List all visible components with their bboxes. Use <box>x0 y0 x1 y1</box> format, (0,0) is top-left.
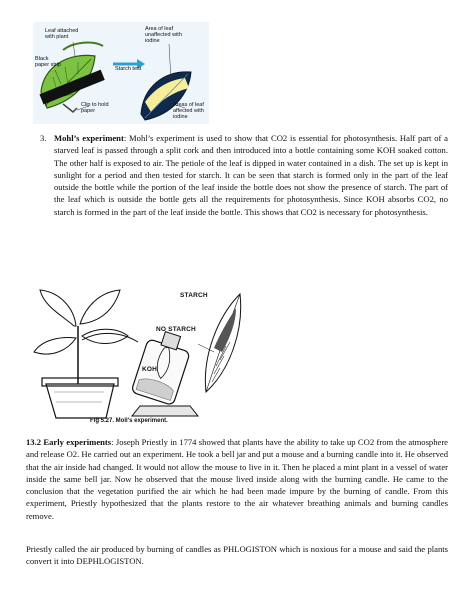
mohl-item-number: 3. <box>40 133 47 143</box>
plant-leaf-left-low <box>34 338 76 355</box>
mohl-heading: Mohl’s experiment <box>54 133 124 143</box>
bottle-stand <box>132 406 198 416</box>
mohl-figure <box>30 286 250 426</box>
koh-bottle <box>131 327 194 405</box>
figure-caption: Fig 5.27. Moll’s experiment. <box>90 418 168 424</box>
plant-leaf-right-top <box>80 290 120 324</box>
label-starch: STARCH <box>180 292 208 299</box>
label-leaf-attached: Leaf attached with plant <box>45 28 79 40</box>
label-starch-test: Starch test <box>115 66 142 72</box>
label-unaffected: Area of leaf unaffected with iodine <box>145 26 182 44</box>
leaf-stem <box>63 43 103 50</box>
label-black-paper: Black paper strip <box>35 56 61 68</box>
mohl-text: : Mohl’s experiment is used to show that CO2 is essential for photosynthesis. Half part of a starved leaf is passed through a split cork and then introduced into a bottle containing some KOH soaked cotton. The other half is exposed to air. The petiole of the leaf is dipped in water contained in a dish. The set up is kept in sunlight for a period and then tested for starch. It can be seen that starch is formed only in the part of the leaf outside the bottle while the portion of the leaf inside the bottle does not show the presence of starch. The part of the leaf which is outside the bottle gets all the requirements for photosynthesis. Since KOH absorbs CO2, no starch is formed in the part of the leaf inside the bottle. This shows that CO2 is necessary for photosynthesis. <box>54 133 448 217</box>
priestly-paragraph: Priestly called the air produced by burning of candles as PHLOGISTON which is noxious for a mouse and said the plants convert it into DEPHLOGISTON. <box>26 544 448 567</box>
leaf-starch-figure <box>33 22 209 124</box>
clip-shape <box>63 104 77 112</box>
mohl-illustration <box>30 286 250 426</box>
label-clip: Clip to hold paper <box>81 102 109 114</box>
tested-leaf-hatch <box>214 308 236 352</box>
label-no-starch: NO STARCH <box>156 326 196 333</box>
label-koh: KOH <box>142 366 158 373</box>
early-experiments-text: : Joseph Priestly in 1774 showed that plants have the ability to take up CO2 from the atmosphere and release O2. He carried out an experiment. He took a bell jar and put a mouse and a burning candle into it. He observed that the air inside had changed. It would not allow the mouse to live in it. Then he placed a mint plant in a vessel of water inside the same bell jar. Now he observed that the mouse lived inside along with the burning candle. He came to the conclusion that the vegetation purified the air which he had been made impure by the burning of candle. From this experiment, Priestly hypothesized that the plants restore to the air whatever breathing animals and burning candles remove. <box>26 437 448 521</box>
early-experiments-paragraph <box>26 436 448 522</box>
mohl-paragraph <box>54 132 448 218</box>
early-experiments-heading: 13.2 Early experiments <box>26 437 112 447</box>
plant-pot <box>46 384 114 418</box>
label-affected: Areas of leaf affected with iodine <box>173 102 204 120</box>
plant-leaf-left <box>40 290 76 326</box>
